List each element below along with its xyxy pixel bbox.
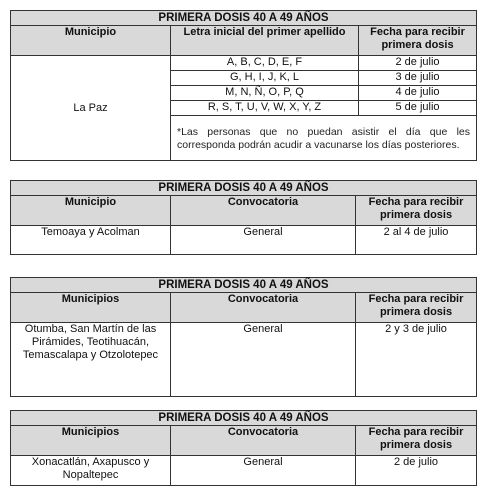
header-convocatoria: Convocatoria (171, 196, 356, 226)
date-cell: 2 de julio (356, 456, 477, 486)
date-cell: 2 al 4 de julio (356, 226, 477, 255)
convocatoria-cell: General (171, 226, 356, 255)
header-convocatoria: Convocatoria (171, 426, 356, 456)
municipio-cell: Xonacatlán, Axapusco y Nopaltepec (11, 456, 171, 486)
convocatoria-cell: General (171, 456, 356, 486)
table-title: PRIMERA DOSIS 40 A 49 AÑOS (11, 11, 477, 26)
schedule-table-la-paz (10, 10, 477, 161)
municipio-cell: La Paz (11, 56, 171, 161)
header-municipios: Municipios (11, 293, 171, 323)
header-fecha: Fecha para recibir primera dosis (359, 26, 477, 56)
header-fecha: Fecha para recibir primera dosis (356, 426, 477, 456)
municipio-cell: Temoaya y Acolman (11, 226, 171, 255)
date-cell: 3 de julio (359, 71, 477, 86)
header-municipio: Municipio (11, 196, 171, 226)
table-title: PRIMERA DOSIS 40 A 49 AÑOS (11, 181, 477, 196)
header-letra-inicial: Letra inicial del primer apellido (171, 26, 359, 56)
date-cell: 2 de julio (359, 56, 477, 71)
letters-cell: G, H, I, J, K, L (171, 71, 359, 86)
letters-cell: M, N, Ñ, O, P, Q (171, 86, 359, 101)
letters-cell: A, B, C, D, E, F (171, 56, 359, 71)
date-cell: 2 y 3 de julio (356, 323, 477, 397)
table-title: PRIMERA DOSIS 40 A 49 AÑOS (11, 278, 477, 293)
schedule-table-temoaya-acolman (10, 180, 477, 255)
header-municipio: Municipio (11, 26, 171, 56)
municipio-cell: Otumba, San Martín de las Pirámides, Teotihuacán, Temascalapa y Otzolotepec (11, 323, 171, 397)
header-municipios: Municipios (11, 426, 171, 456)
note-text: *Las personas que no puedan asistir el día que les corresponda podrán acudir a vacunarse los días posteriores. (171, 116, 477, 161)
schedule-table-xonacatlan-group (10, 410, 477, 486)
header-fecha: Fecha para recibir primera dosis (356, 196, 477, 226)
header-fecha: Fecha para recibir primera dosis (356, 293, 477, 323)
table-title: PRIMERA DOSIS 40 A 49 AÑOS (11, 411, 477, 426)
letters-cell: R, S, T, U, V, W, X, Y, Z (171, 101, 359, 116)
convocatoria-cell: General (171, 323, 356, 397)
date-cell: 5 de julio (359, 101, 477, 116)
header-convocatoria: Convocatoria (171, 293, 356, 323)
date-cell: 4 de julio (359, 86, 477, 101)
schedule-table-otumba-group (10, 277, 477, 397)
